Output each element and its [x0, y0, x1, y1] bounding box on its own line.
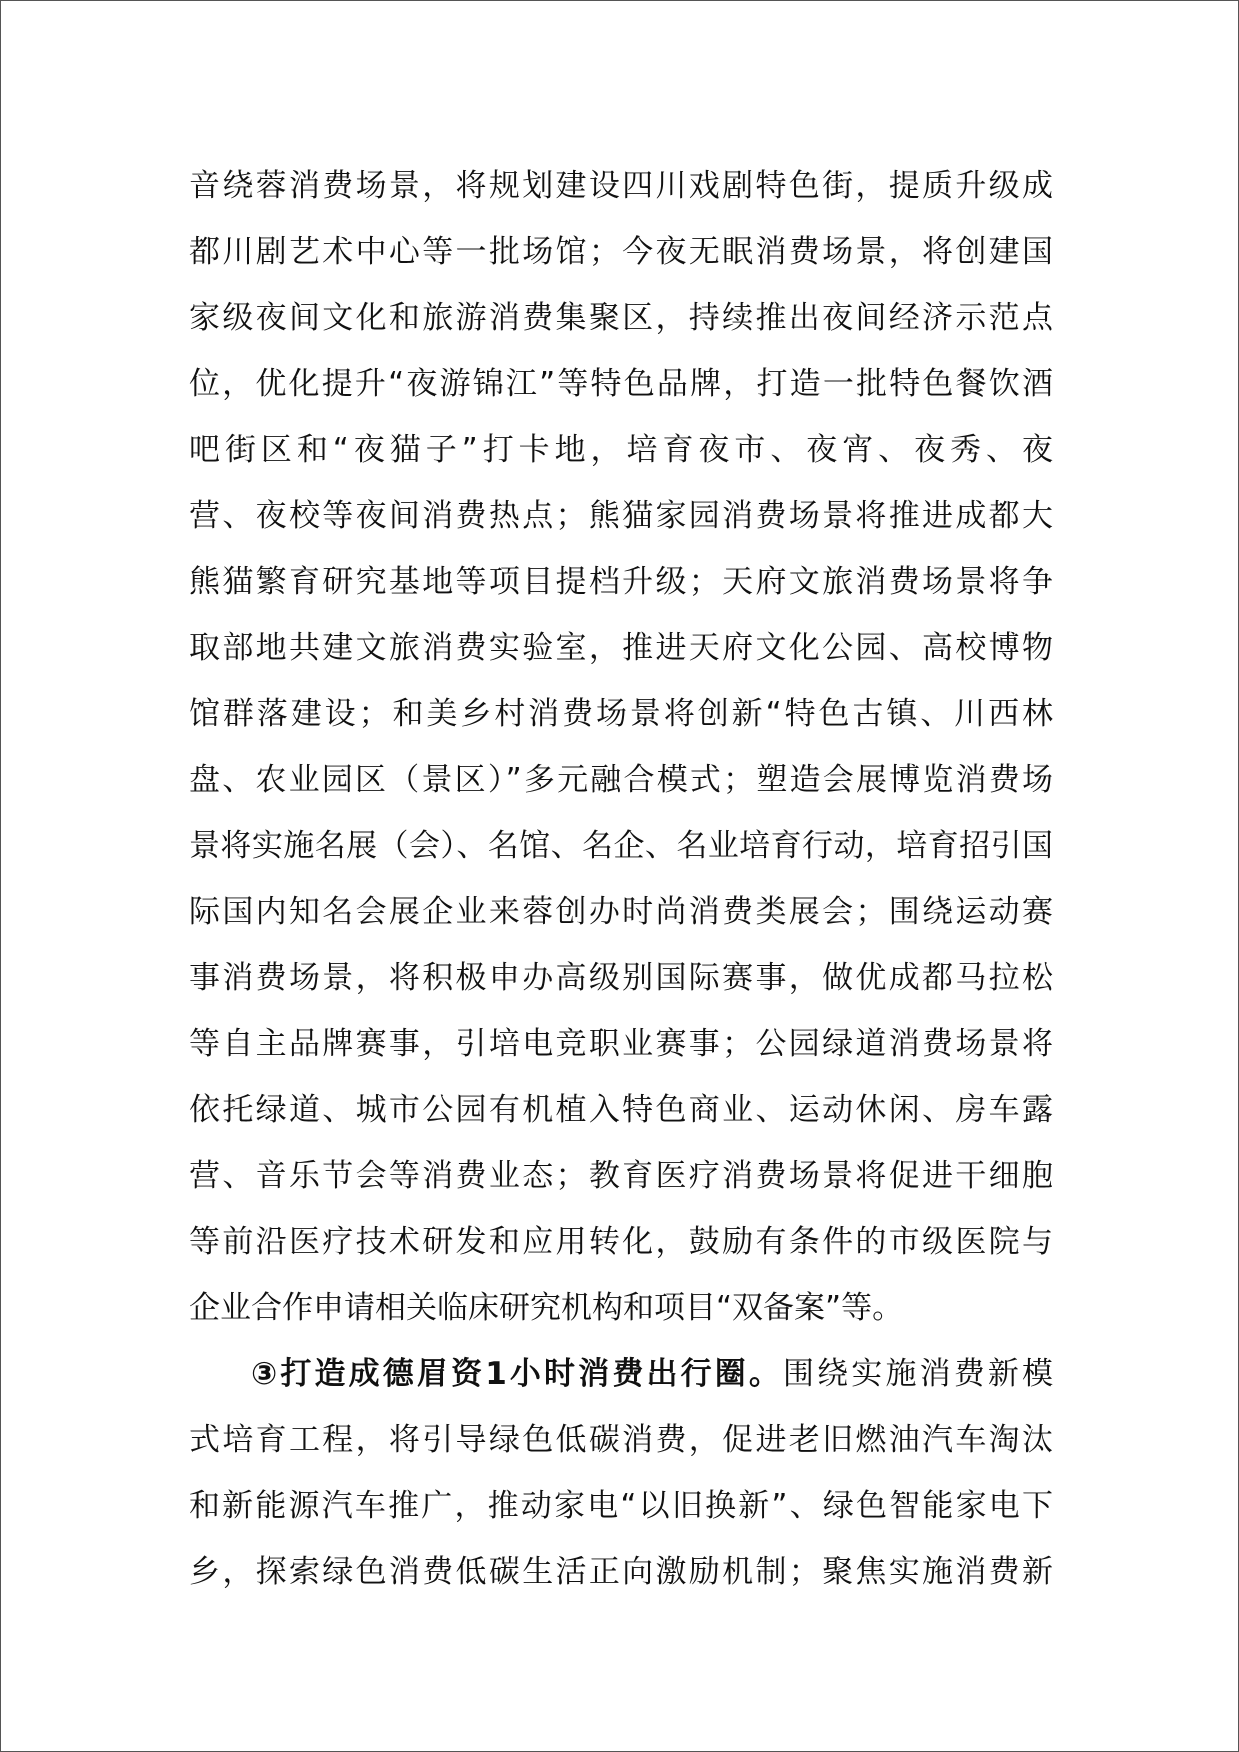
text-line: 景将实施名展（会）、名馆、名企、名业培育行动，培育招引国: [189, 828, 1053, 864]
document-body: [189, 153, 1053, 1605]
text-line: 等自主品牌赛事，引培电竞职业赛事；公园绿道消费场景将: [189, 1026, 1053, 1062]
paragraph-text: 围绕实施消费新模: [783, 1356, 1053, 1392]
text-line: 营、音乐节会等消费业态；教育医疗消费场景将促进干细胞: [189, 1158, 1053, 1194]
text-line: 等前沿医疗技术研发和应用转化，鼓励有条件的市级医院与: [189, 1224, 1053, 1260]
text-line: 乡，探索绿色消费低碳生活正向激励机制；聚焦实施消费新: [189, 1554, 1053, 1590]
section-heading: ③打造成德眉资1小时消费出行圈。: [251, 1356, 784, 1392]
text-line: 音绕蓉消费场景，将规划建设四川戏剧特色街，提质升级成: [189, 168, 1053, 204]
paragraph-first-line: [189, 1341, 1053, 1407]
text-line: 吧街区和“夜猫子”打卡地，培育夜市、夜宵、夜秀、夜: [189, 432, 1053, 468]
text-line: 取部地共建文旅消费实验室，推进天府文化公园、高校博物: [189, 630, 1053, 666]
text-line: 营、夜校等夜间消费热点；熊猫家园消费场景将推进成都大: [189, 498, 1053, 534]
text-line: 熊猫繁育研究基地等项目提档升级；天府文旅消费场景将争: [189, 564, 1053, 600]
text-line: 位，优化提升“夜游锦江”等特色品牌，打造一批特色餐饮酒: [189, 366, 1053, 402]
text-line: 和新能源汽车推广，推动家电“以旧换新”、绿色智能家电下: [189, 1488, 1053, 1524]
text-line: 都川剧艺术中心等一批场馆；今夜无眠消费场景，将创建国: [189, 234, 1053, 270]
text-line: 际国内知名会展企业来蓉创办时尚消费类展会；围绕运动赛: [189, 894, 1053, 930]
text-line: 盘、农业园区（景区）”多元融合模式；塑造会展博览消费场: [189, 762, 1053, 798]
text-line: 馆群落建设；和美乡村消费场景将创新“特色古镇、川西林: [189, 696, 1053, 732]
text-line: 企业合作申请相关临床研究机构和项目“双备案”等。: [189, 1290, 904, 1326]
text-line: 依托绿道、城市公园有机植入特色商业、运动休闲、房车露: [189, 1092, 1053, 1128]
text-line: 式培育工程，将引导绿色低碳消费，促进老旧燃油汽车淘汰: [189, 1422, 1053, 1458]
text-line: 家级夜间文化和旅游消费集聚区，持续推出夜间经济示范点: [189, 300, 1053, 336]
text-line: 事消费场景，将积极申办高级别国际赛事，做优成都马拉松: [189, 960, 1053, 996]
